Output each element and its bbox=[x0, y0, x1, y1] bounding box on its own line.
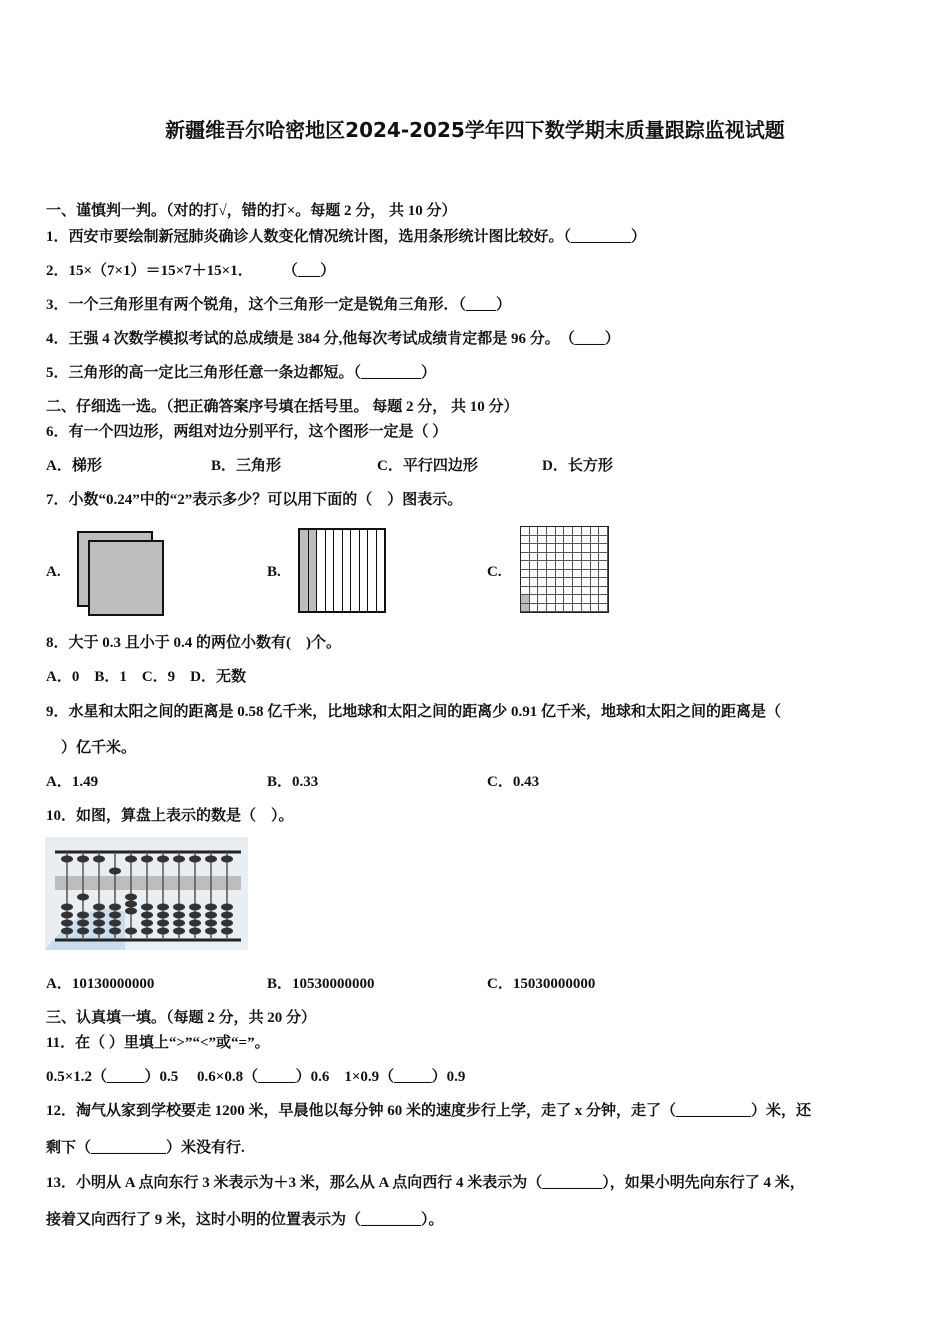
abacus-bead bbox=[173, 920, 185, 927]
abacus-bead bbox=[141, 904, 153, 911]
abacus-bead bbox=[157, 928, 169, 935]
q10-option-a: A．10130000000 bbox=[46, 976, 155, 992]
q7-label-a: A. bbox=[46, 564, 61, 580]
abacus-bead bbox=[61, 928, 73, 935]
abacus-bead bbox=[141, 928, 153, 935]
q7-figure-b bbox=[298, 528, 386, 613]
section-1-heading: 一、谨慎判一判。（对的打√，错的打×。每题 2 分， 共 10 分） bbox=[46, 203, 457, 219]
abacus-bead bbox=[189, 920, 201, 927]
abacus-bead bbox=[61, 912, 73, 919]
abacus-bead bbox=[141, 920, 153, 927]
abacus-bead bbox=[77, 894, 89, 901]
abacus-bead bbox=[93, 920, 105, 927]
question-7: 7．小数“0.24”中的“2”表示多少？可以用下面的（ ）图表示。 bbox=[46, 492, 463, 508]
abacus-bead bbox=[205, 920, 217, 927]
abacus-bead bbox=[173, 856, 185, 863]
abacus-bead bbox=[125, 908, 137, 915]
abacus-bead bbox=[141, 912, 153, 919]
abacus-bead bbox=[205, 912, 217, 919]
abacus-bead bbox=[173, 912, 185, 919]
abacus-bead bbox=[109, 928, 121, 935]
q8-options: A．0 B．1 C．9 D．无数 bbox=[46, 669, 247, 685]
abacus-bead bbox=[77, 912, 89, 919]
abacus-bead bbox=[93, 912, 105, 919]
abacus-bead bbox=[61, 904, 73, 911]
page-title: 新疆维吾尔哈密地区2024-2025学年四下数学期末质量跟踪监视试题 bbox=[165, 118, 785, 142]
abacus-bead bbox=[157, 920, 169, 927]
abacus-bead bbox=[125, 894, 137, 901]
abacus-bead bbox=[189, 928, 201, 935]
abacus-bead bbox=[93, 904, 105, 911]
question-6: 6．有一个四边形，两组对边分别平行，这个图形一定是（ ） bbox=[46, 424, 448, 440]
abacus-bead bbox=[173, 904, 185, 911]
q9-option-a: A．1.49 bbox=[46, 774, 99, 790]
q6-option-b: B．三角形 bbox=[211, 458, 282, 474]
question-10: 10．如图，算盘上表示的数是（ ）。 bbox=[46, 808, 294, 824]
abacus-bead bbox=[221, 928, 233, 935]
q7-label-c: C. bbox=[487, 564, 502, 580]
question-12-cont: 剩下（__________）米没有行. bbox=[46, 1140, 245, 1156]
question-11: 11．在（ ）里填上“>”“<”或“=”。 bbox=[46, 1035, 270, 1051]
abacus-bead bbox=[157, 856, 169, 863]
abacus-bead bbox=[173, 928, 185, 935]
abacus-bead bbox=[61, 920, 73, 927]
q10-option-b: B．10530000000 bbox=[267, 976, 375, 992]
abacus-bead bbox=[205, 928, 217, 935]
q7-label-b: B. bbox=[267, 564, 281, 580]
abacus-bead bbox=[141, 856, 153, 863]
abacus-bead bbox=[205, 904, 217, 911]
abacus-bead bbox=[109, 868, 121, 875]
abacus-bead bbox=[77, 856, 89, 863]
question-9: 9．水星和太阳之间的距离是 0.58 亿千米，比地球和太阳之间的距离少 0.91 亿千米，地球和太阳之间的距离是（ bbox=[46, 704, 782, 720]
q10-option-c: C．15030000000 bbox=[487, 976, 596, 992]
abacus-bead bbox=[77, 928, 89, 935]
question-13: 13．小明从 A 点向东行 3 米表示为＋3 米，那么从 A 点向西行 4 米表示为（________），如果小明先向东行了 4 米， bbox=[46, 1175, 805, 1191]
abacus-bead bbox=[125, 928, 137, 935]
question-1: 1．西安市要绘制新冠肺炎确诊人数变化情况统计图，选用条形统计图比较好。（________） bbox=[46, 229, 647, 245]
abacus-bead bbox=[221, 856, 233, 863]
abacus-bead bbox=[109, 912, 121, 919]
q6-option-c: C．平行四边形 bbox=[377, 458, 478, 474]
section-3-heading: 三、认真填一填。（每题 2 分，共 20 分） bbox=[46, 1010, 317, 1026]
abacus-bead bbox=[109, 904, 121, 911]
question-13-cont: 接着又向西行了 9 米，这时小明的位置表示为（________）。 bbox=[46, 1212, 444, 1228]
abacus-bead bbox=[93, 856, 105, 863]
question-9-cont: ）亿千米。 bbox=[46, 740, 137, 756]
question-8: 8．大于 0.3 且小于 0.4 的两位小数有( )个。 bbox=[46, 635, 341, 651]
abacus-bead bbox=[221, 920, 233, 927]
question-5: 5．三角形的高一定比三角形任意一条边都短。（________） bbox=[46, 365, 437, 381]
abacus-bead bbox=[221, 912, 233, 919]
q6-option-d: D．长方形 bbox=[542, 458, 613, 474]
abacus-bead bbox=[157, 912, 169, 919]
abacus-bead bbox=[77, 920, 89, 927]
abacus-bead bbox=[109, 920, 121, 927]
question-3: 3．一个三角形里有两个锐角，这个三角形一定是锐角三角形．（____） bbox=[46, 297, 512, 313]
question-12: 12．淘气从家到学校要走 1200 米，早晨他以每分钟 60 米的速度步行上学，走了 x 分钟，走了（__________）米，还 bbox=[46, 1103, 812, 1119]
q7-figure-c bbox=[520, 526, 609, 613]
question-2: 2．15×（7×1）＝15×7＋15×1． （___） bbox=[46, 263, 336, 279]
q6-option-a: A．梯形 bbox=[46, 458, 102, 474]
abacus-bead bbox=[189, 912, 201, 919]
abacus-bead bbox=[189, 856, 201, 863]
abacus-bead bbox=[125, 901, 137, 908]
q9-option-c: C．0.43 bbox=[487, 774, 540, 790]
abacus-bead bbox=[93, 928, 105, 935]
question-11-items: 0.5×1.2（_____）0.5 0.6×0.8（_____）0.6 1×0.9（_____）0.9 bbox=[46, 1069, 466, 1085]
abacus-bead bbox=[205, 856, 217, 863]
abacus-bead bbox=[221, 904, 233, 911]
abacus-bead bbox=[61, 856, 73, 863]
q9-option-b: B．0.33 bbox=[267, 774, 319, 790]
abacus-bead bbox=[189, 904, 201, 911]
section-2-heading: 二、仔细选一选。（把正确答案序号填在括号里。 每题 2 分， 共 10 分） bbox=[46, 399, 519, 415]
abacus-bead bbox=[157, 904, 169, 911]
abacus-bead bbox=[125, 856, 137, 863]
question-4: 4．王强 4 次数学模拟考试的总成绩是 384 分,他每次考试成绩肯定都是 96 分。 （____） bbox=[46, 331, 620, 347]
abacus-image bbox=[45, 837, 248, 950]
